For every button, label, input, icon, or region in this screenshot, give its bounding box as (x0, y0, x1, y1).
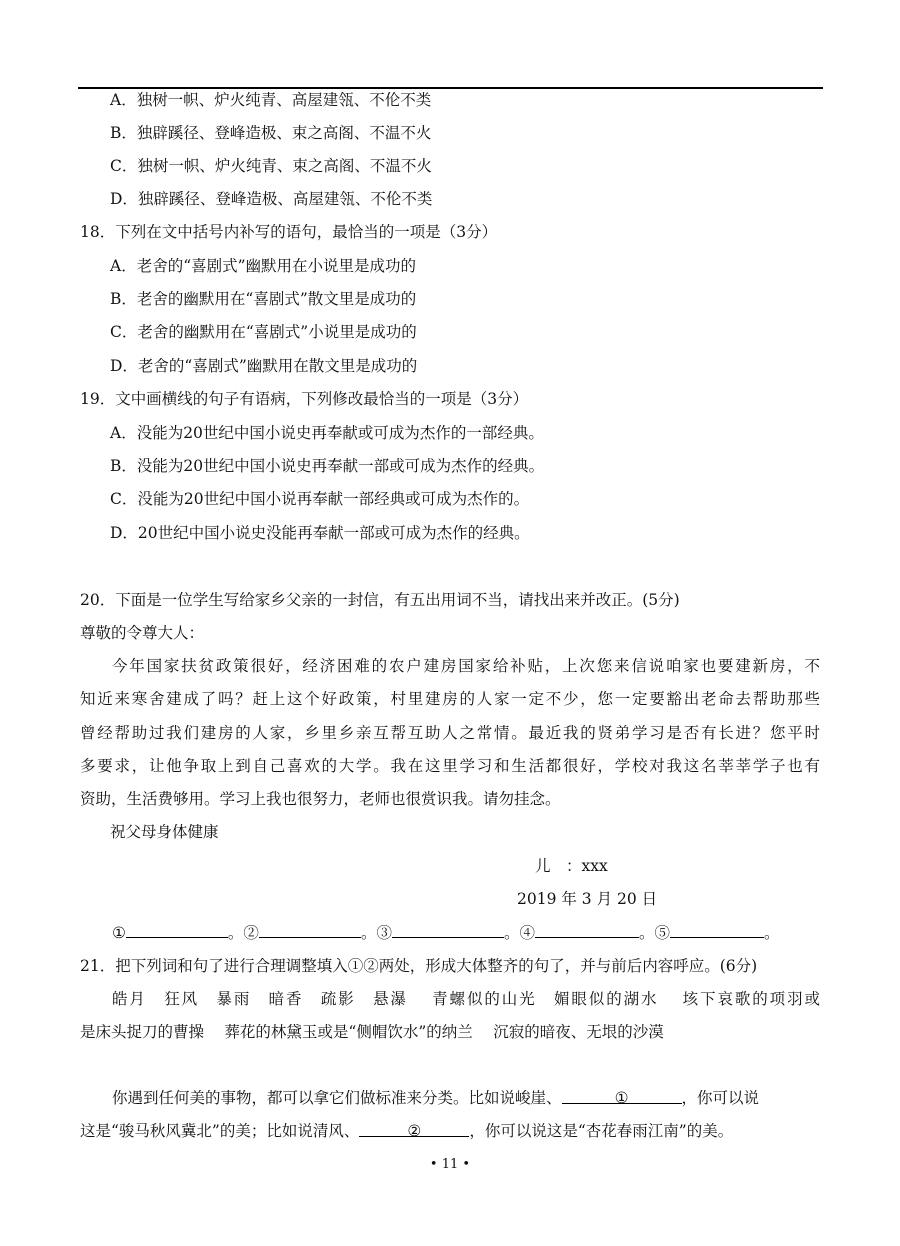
q18-option-c: C．老舍的幽默用在“喜剧式”小说里是成功的 (110, 323, 417, 341)
period: 。 (227, 924, 244, 942)
letter-line: 今年国家扶贫政策很好，经济困难的农户建房国家给补贴，上次您来信说咱家也要建新房，不 (112, 657, 820, 675)
q17-option-d: D．独辟蹊径、登峰造极、高屋建瓴、不伦不类 (110, 190, 433, 208)
q19-option-a: A．没能为20世纪中国小说史再奉献或可成为杰作的一部经典。 (110, 424, 544, 442)
q21-passage-line1 (112, 1087, 759, 1109)
letter-line: 资助，生活费够用。学习上我也很努力，老师也很赏识我。请勿挂念。 (80, 790, 561, 808)
letter-signature: 儿 ：xxx (535, 857, 608, 875)
answer-blanks (112, 921, 780, 944)
period: 。 (503, 924, 520, 942)
q17-option-b: B．独辟蹊径、登峰造极、束之高阁、不温不火 (110, 124, 432, 142)
answer-blank-2[interactable] (259, 921, 361, 938)
fill-blank-2[interactable]: ② (359, 1120, 469, 1137)
q21-words: 是床头捉刀的曹操 葬花的林黛玉或是“侧帽饮水”的纳兰 沉寂的暗夜、无垠的沙漠 (80, 1023, 664, 1041)
answer-blank-1[interactable] (126, 921, 228, 938)
q20-stem: 20．下面是一位学生写给家乡父亲的一封信，有五出用词不当，请找出来并改正。(5分) (80, 591, 680, 609)
letter-line: 知近来寒舍建成了吗？赶上这个好政策，村里建房的人家一定不少，您一定要豁出老命去帮助那些 (80, 690, 820, 708)
answer-blank-4[interactable] (535, 921, 639, 938)
passage-text: ，你可以说这是“杏花春雨江南”的美。 (469, 1122, 734, 1140)
q19-option-b: B．没能为20世纪中国小说史再奉献一部或可成为杰作的经典。 (110, 457, 545, 475)
blank-label: ① (112, 924, 126, 942)
q17-option-a: A．独树一帜、炉火纯青、高屋建瓴、不伦不类 (110, 91, 432, 109)
blank-label: ⑤ (654, 924, 671, 942)
q19-stem: 19．文中画横线的句子有语病，下列修改最恰当的一项是（3分） (80, 390, 529, 408)
q21-stem: 21．把下列词和句了进行合理调整填入①②两处，形成大体整齐的句了，并与前后内容呼应。(6分) (80, 957, 758, 975)
passage-text: ，你可以说 (681, 1089, 760, 1107)
fill-blank-1[interactable]: ① (562, 1087, 682, 1104)
q21-words: 皓月 狂风 暴雨 暗香 疏影 悬瀑 青螺似的山光 媚眼似的湖水 垓下哀歌的项羽或 (112, 990, 820, 1008)
blank-label: ② (243, 924, 259, 942)
letter-line: 曾经帮助过我们建房的人家，乡里乡亲互帮互助人之常情。最近我的贤弟学习是否有长进？您平时 (80, 724, 820, 742)
passage-text: 你遇到任何美的事物，都可以拿它们做标准来分类。比如说峻崖、 (112, 1089, 562, 1107)
q19-option-d: D．20世纪中国小说史没能再奉献一部或可成为杰作的经典。 (110, 524, 530, 542)
q18-option-a: A．老舍的“喜剧式”幽默用在小说里是成功的 (110, 257, 417, 275)
q18-option-d: D．老舍的“喜剧式”幽默用在散文里是成功的 (110, 357, 418, 375)
passage-text: 这是“骏马秋风冀北”的美；比如说清风、 (80, 1122, 360, 1140)
period: 。 (764, 924, 780, 942)
page-number: • 11 • (429, 1157, 471, 1172)
answer-blank-3[interactable] (392, 921, 504, 938)
letter-date: 2019 年 3 月 20 日 (517, 890, 658, 908)
period: 。 (360, 924, 377, 942)
blank-label: ③ (376, 924, 392, 942)
q21-passage-line2 (80, 1120, 733, 1142)
q18-option-b: B．老舍的幽默用在“喜剧式”散文里是成功的 (110, 290, 417, 308)
blank-label: ④ (519, 924, 535, 942)
q18-stem: 18．下列在文中括号内补写的语句，最恰当的一项是（3分） (80, 223, 498, 241)
period: 。 (639, 924, 655, 942)
q19-option-c: C．没能为20世纪中国小说再奉献一部经典或可成为杰作的。 (110, 490, 530, 508)
letter-closing: 祝父母身体健康 (110, 823, 219, 841)
q17-option-c: C．独树一帜、炉火纯青、束之高阁、不温不火 (110, 157, 432, 175)
letter-salutation: 尊敬的令尊大人： (80, 624, 205, 642)
letter-line: 多要求，让他争取上到自己喜欢的大学。我在这里学习和生活都很好，学校对我这名莘莘学子也有 (80, 757, 820, 775)
answer-blank-5[interactable] (670, 921, 764, 938)
